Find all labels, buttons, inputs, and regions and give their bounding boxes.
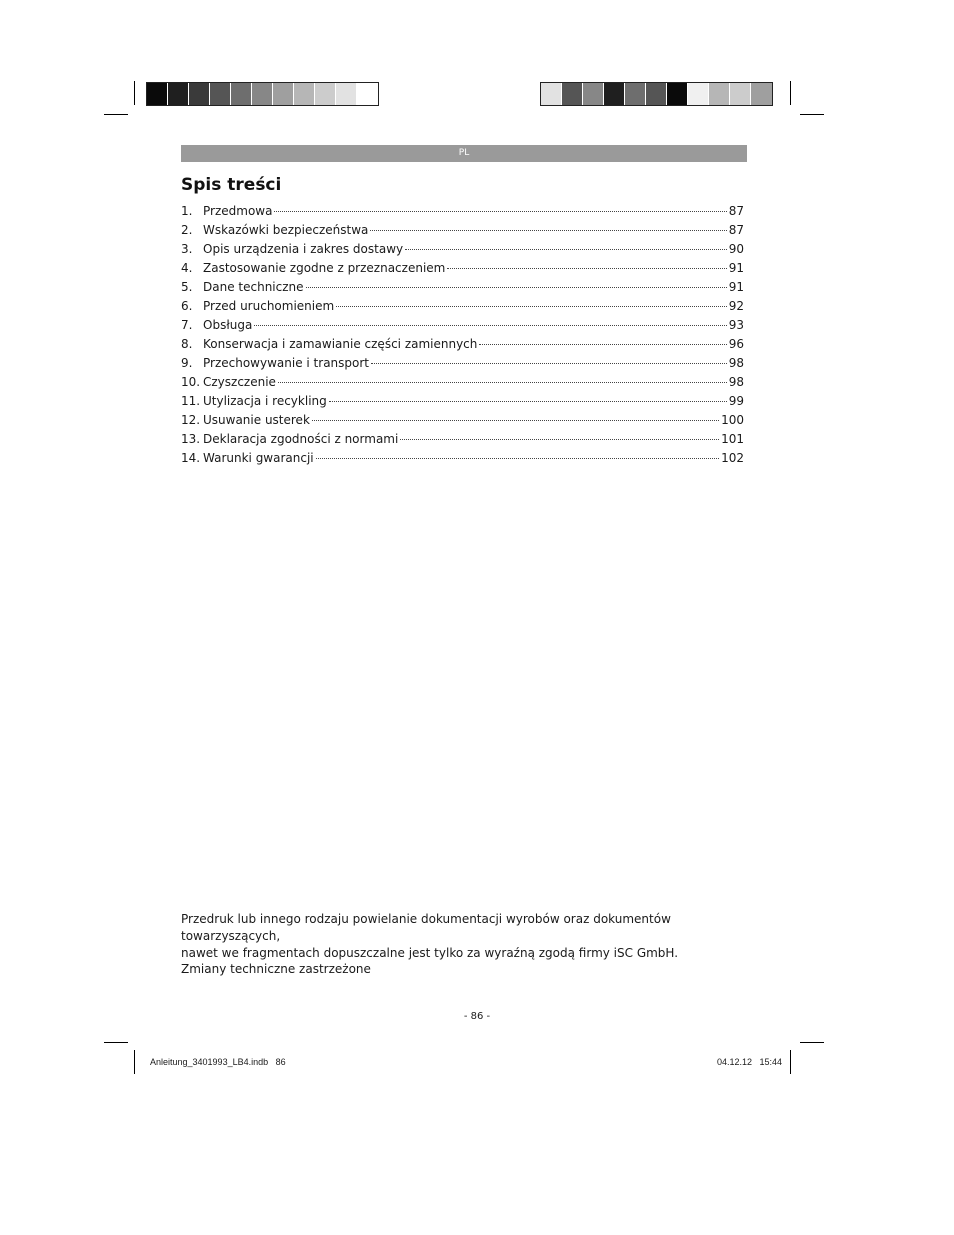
copyright-notice xyxy=(181,911,747,962)
color-calibration-bar-left xyxy=(146,82,379,106)
toc-entry xyxy=(181,318,744,337)
page-number: - 86 - xyxy=(463,1011,491,1022)
toc-leader-dots xyxy=(479,344,726,345)
toc-entry-label: Warunki gwarancji xyxy=(203,451,314,465)
toc-entry xyxy=(181,223,744,242)
color-swatch xyxy=(646,83,667,105)
toc-entry-page: 100 xyxy=(721,413,744,427)
color-swatch xyxy=(336,83,357,105)
toc-entry-page: 87 xyxy=(728,223,744,237)
crop-mark-top-right-h xyxy=(800,114,824,115)
toc-entry-number: 4. xyxy=(181,261,193,275)
footer-file: Anleitung_3401993_LB4.indb 86 xyxy=(150,1057,286,1067)
toc-entry-number: 11. xyxy=(181,394,201,408)
toc-leader-dots xyxy=(329,401,727,402)
toc-entry xyxy=(181,432,744,451)
color-swatch xyxy=(189,83,210,105)
crop-mark-top-right-v xyxy=(790,81,791,105)
crop-mark-bottom-right-v xyxy=(790,1050,791,1074)
toc-entry xyxy=(181,356,744,375)
toc-entry-number: 9. xyxy=(181,356,193,370)
crop-mark-bottom-left-v xyxy=(134,1050,135,1074)
toc-entry xyxy=(181,242,744,261)
color-swatch xyxy=(604,83,625,105)
notice-line-1: Przedruk lub innego rodzaju powielanie dokumentacji wyrobów oraz dokumentów towarzyszących, xyxy=(181,912,671,943)
color-swatch xyxy=(667,83,688,105)
toc-entry-number: 13. xyxy=(181,432,201,446)
color-calibration-bar-right xyxy=(540,82,773,106)
color-swatch xyxy=(147,83,168,105)
toc-entry-number: 2. xyxy=(181,223,193,237)
crop-mark-bottom-right-h xyxy=(800,1042,824,1043)
toc-entry-page: 98 xyxy=(728,356,744,370)
toc-entry-label: Deklaracja zgodności z normami xyxy=(203,432,399,446)
toc-entry-page: 90 xyxy=(728,242,744,256)
toc-entry-page: 92 xyxy=(728,299,744,313)
color-swatch xyxy=(562,83,583,105)
toc-entry-label: Utylizacja i recykling xyxy=(203,394,327,408)
toc-entry xyxy=(181,375,744,394)
toc-entry xyxy=(181,337,744,356)
toc-entry xyxy=(181,299,744,318)
color-swatch xyxy=(583,83,604,105)
toc-entry-number: 10. xyxy=(181,375,201,389)
toc-entry-number: 5. xyxy=(181,280,193,294)
toc-entry-number: 1. xyxy=(181,204,193,218)
crop-mark-top-left-h xyxy=(104,114,128,115)
color-swatch xyxy=(730,83,751,105)
toc-entry-label: Konserwacja i zamawianie części zamiennych xyxy=(203,337,478,351)
toc-entry-label: Przed uruchomieniem xyxy=(203,299,335,313)
color-swatch xyxy=(231,83,252,105)
toc-entry-number: 6. xyxy=(181,299,193,313)
crop-mark-bottom-left-h xyxy=(104,1042,128,1043)
color-swatch xyxy=(541,83,562,105)
toc-entry-label: Czyszczenie xyxy=(203,375,276,389)
toc-entry-page: 87 xyxy=(728,204,744,218)
technical-changes-note: Zmiany techniczne zastrzeżone xyxy=(181,962,371,976)
color-swatch xyxy=(210,83,231,105)
toc-entry-page: 96 xyxy=(728,337,744,351)
page-title: Spis treści xyxy=(181,175,282,195)
toc-entry-page: 99 xyxy=(728,394,744,408)
toc-entry xyxy=(181,451,744,470)
toc-entry-number: 14. xyxy=(181,451,201,465)
toc-leader-dots xyxy=(254,325,726,326)
color-swatch xyxy=(273,83,294,105)
toc-entry-label: Zastosowanie zgodne z przeznaczeniem xyxy=(203,261,446,275)
toc-leader-dots xyxy=(336,306,727,307)
toc-entry-number: 12. xyxy=(181,413,201,427)
toc-entry-label: Dane techniczne xyxy=(203,280,304,294)
color-swatch xyxy=(168,83,189,105)
toc-entry-number: 3. xyxy=(181,242,193,256)
toc-leader-dots xyxy=(278,382,727,383)
toc-entry-number: 8. xyxy=(181,337,193,351)
toc-entry-number: 7. xyxy=(181,318,193,332)
toc-leader-dots xyxy=(400,439,719,440)
toc-leader-dots xyxy=(274,211,726,212)
toc-entry-page: 101 xyxy=(721,432,744,446)
toc-entry-page: 91 xyxy=(728,261,744,275)
toc-entry-label: Przechowywanie i transport xyxy=(203,356,370,370)
color-swatch xyxy=(315,83,336,105)
language-bar: PL xyxy=(181,145,747,162)
toc-entry xyxy=(181,261,744,280)
toc-entry-page: 91 xyxy=(728,280,744,294)
toc-entry xyxy=(181,413,744,432)
crop-mark-top-left-v xyxy=(134,81,135,105)
table-of-contents xyxy=(181,204,744,470)
toc-entry-label: Opis urządzenia i zakres dostawy xyxy=(203,242,404,256)
toc-entry-label: Usuwanie usterek xyxy=(203,413,310,427)
toc-entry xyxy=(181,280,744,299)
color-swatch xyxy=(625,83,646,105)
color-swatch xyxy=(357,83,378,105)
toc-entry xyxy=(181,394,744,413)
color-swatch xyxy=(709,83,730,105)
notice-line-2: nawet we fragmentach dopuszczalne jest tylko za wyraźną zgodą firmy iSC GmbH. xyxy=(181,946,679,960)
toc-leader-dots xyxy=(447,268,726,269)
color-swatch xyxy=(252,83,273,105)
toc-entry-page: 102 xyxy=(721,451,744,465)
toc-entry-page: 98 xyxy=(728,375,744,389)
toc-leader-dots xyxy=(306,287,727,288)
color-swatch xyxy=(688,83,709,105)
toc-leader-dots xyxy=(312,420,719,421)
toc-entry-label: Wskazówki bezpieczeństwa xyxy=(203,223,369,237)
toc-entry-label: Przedmowa xyxy=(203,204,273,218)
color-swatch xyxy=(751,83,772,105)
toc-leader-dots xyxy=(316,458,719,459)
color-swatch xyxy=(294,83,315,105)
toc-entry-page: 93 xyxy=(728,318,744,332)
toc-leader-dots xyxy=(371,363,727,364)
toc-leader-dots xyxy=(370,230,726,231)
footer-datetime: 04.12.12 15:44 xyxy=(717,1057,783,1067)
toc-leader-dots xyxy=(405,249,727,250)
toc-entry-label: Obsługa xyxy=(203,318,253,332)
toc-entry xyxy=(181,204,744,223)
